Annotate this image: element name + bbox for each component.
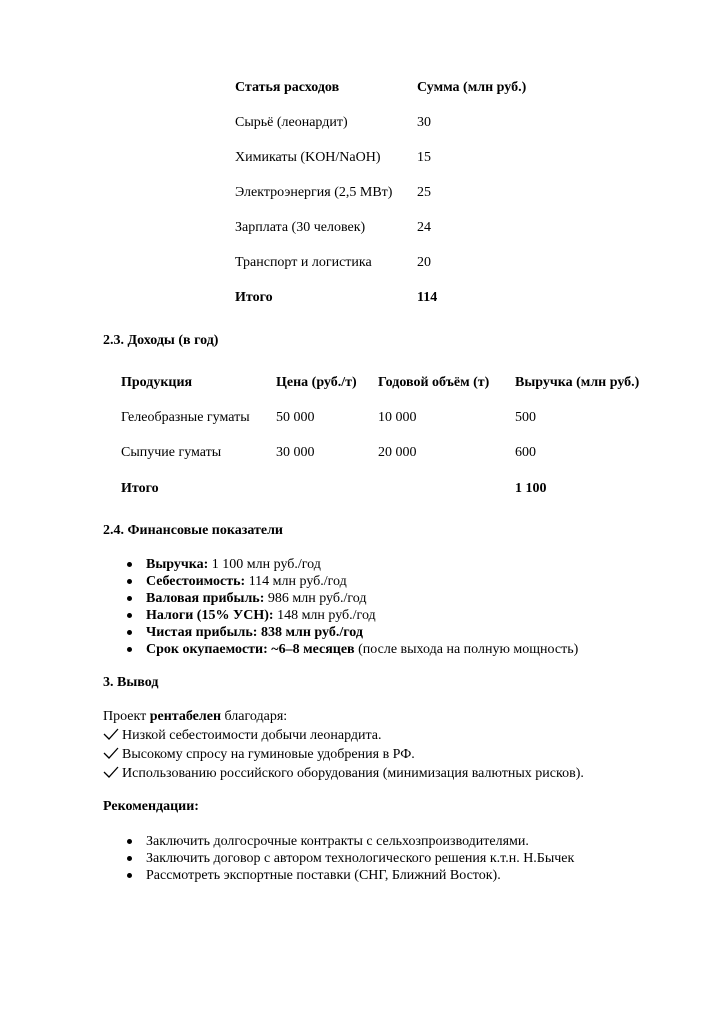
bullet-icon [127,562,132,567]
income-product: Сыпучие гуматы [121,445,222,460]
check-item: Использованию российского оборудования (минимизация валютных рисков). [103,765,584,783]
income-product: Гелеобразные гуматы [121,410,250,425]
check-item: Низкой себестоимости добычи леонардита. [103,727,382,745]
income-volume: 10 000 [378,410,417,425]
financial-list [126,556,578,658]
list-item: Рассмотреть экспортные поставки (СНГ, Ближний Восток). [126,867,574,884]
expense-amount: 30 [417,115,431,130]
recommendations-list [126,833,574,884]
income-heading: 2.3. Доходы (в год) [103,333,219,348]
bullet-icon [127,856,132,861]
recommendations-heading: Рекомендации: [103,799,199,814]
expense-amount: 24 [417,220,431,235]
check-icon [103,728,119,740]
income-price: 50 000 [276,410,315,425]
bullet-icon [127,839,132,844]
expenses-header-amount: Сумма (млн руб.) [417,80,527,95]
income-price: 30 000 [276,445,315,460]
list-item: Налоги (15% УСН): 148 млн руб./год [126,607,578,624]
income-header-volume: Годовой объём (т) [378,375,490,390]
check-icon [103,747,119,759]
list-item: Заключить долгосрочные контракты с сельхозпроизводителями. [126,833,574,850]
expense-item: Зарплата (30 человек) [235,220,366,235]
list-item: Срок окупаемости: ~6–8 месяцев (после выхода на полную мощность) [126,641,578,658]
expense-item: Химикаты (KOH/NaOH) [235,150,381,165]
check-icon [103,766,119,778]
expense-amount: 15 [417,150,431,165]
expense-amount: 25 [417,185,431,200]
expense-item: Сырьё (леонардит) [235,115,348,130]
expense-item: Электроэнергия (2,5 МВт) [235,185,393,200]
bullet-icon [127,579,132,584]
income-revenue: 600 [515,445,536,460]
income-header-price: Цена (руб./т) [276,375,357,390]
income-header-revenue: Выручка (млн руб.) [515,375,640,390]
income-total-label: Итого [121,481,159,496]
conclusion-intro: Проект рентабелен благодаря: [103,709,288,724]
income-revenue: 500 [515,410,536,425]
bullet-icon [127,613,132,618]
expenses-total-amount: 114 [417,290,438,305]
list-item: Валовая прибыль: 986 млн руб./год [126,590,578,607]
financial-heading: 2.4. Финансовые показатели [103,523,283,538]
check-item: Высокому спросу на гуминовые удобрения в РФ. [103,746,415,764]
income-volume: 20 000 [378,445,417,460]
list-item: Чистая прибыль: 838 млн руб./год [126,624,578,641]
expenses-total-label: Итого [235,290,273,305]
list-item: Себестоимость: 114 млн руб./год [126,573,578,590]
bullet-icon [127,647,132,652]
conclusion-heading: 3. Вывод [103,675,159,690]
list-item: Заключить договор с автором технологического решения к.т.н. Н.Бычек [126,850,574,867]
bullet-icon [127,873,132,878]
expense-amount: 20 [417,255,431,270]
income-header-product: Продукция [121,375,193,390]
income-total-amount: 1 100 [515,481,547,496]
list-item: Выручка: 1 100 млн руб./год [126,556,578,573]
bullet-icon [127,630,132,635]
expenses-header-item: Статья расходов [235,80,340,95]
bullet-icon [127,596,132,601]
expense-item: Транспорт и логистика [235,255,372,270]
